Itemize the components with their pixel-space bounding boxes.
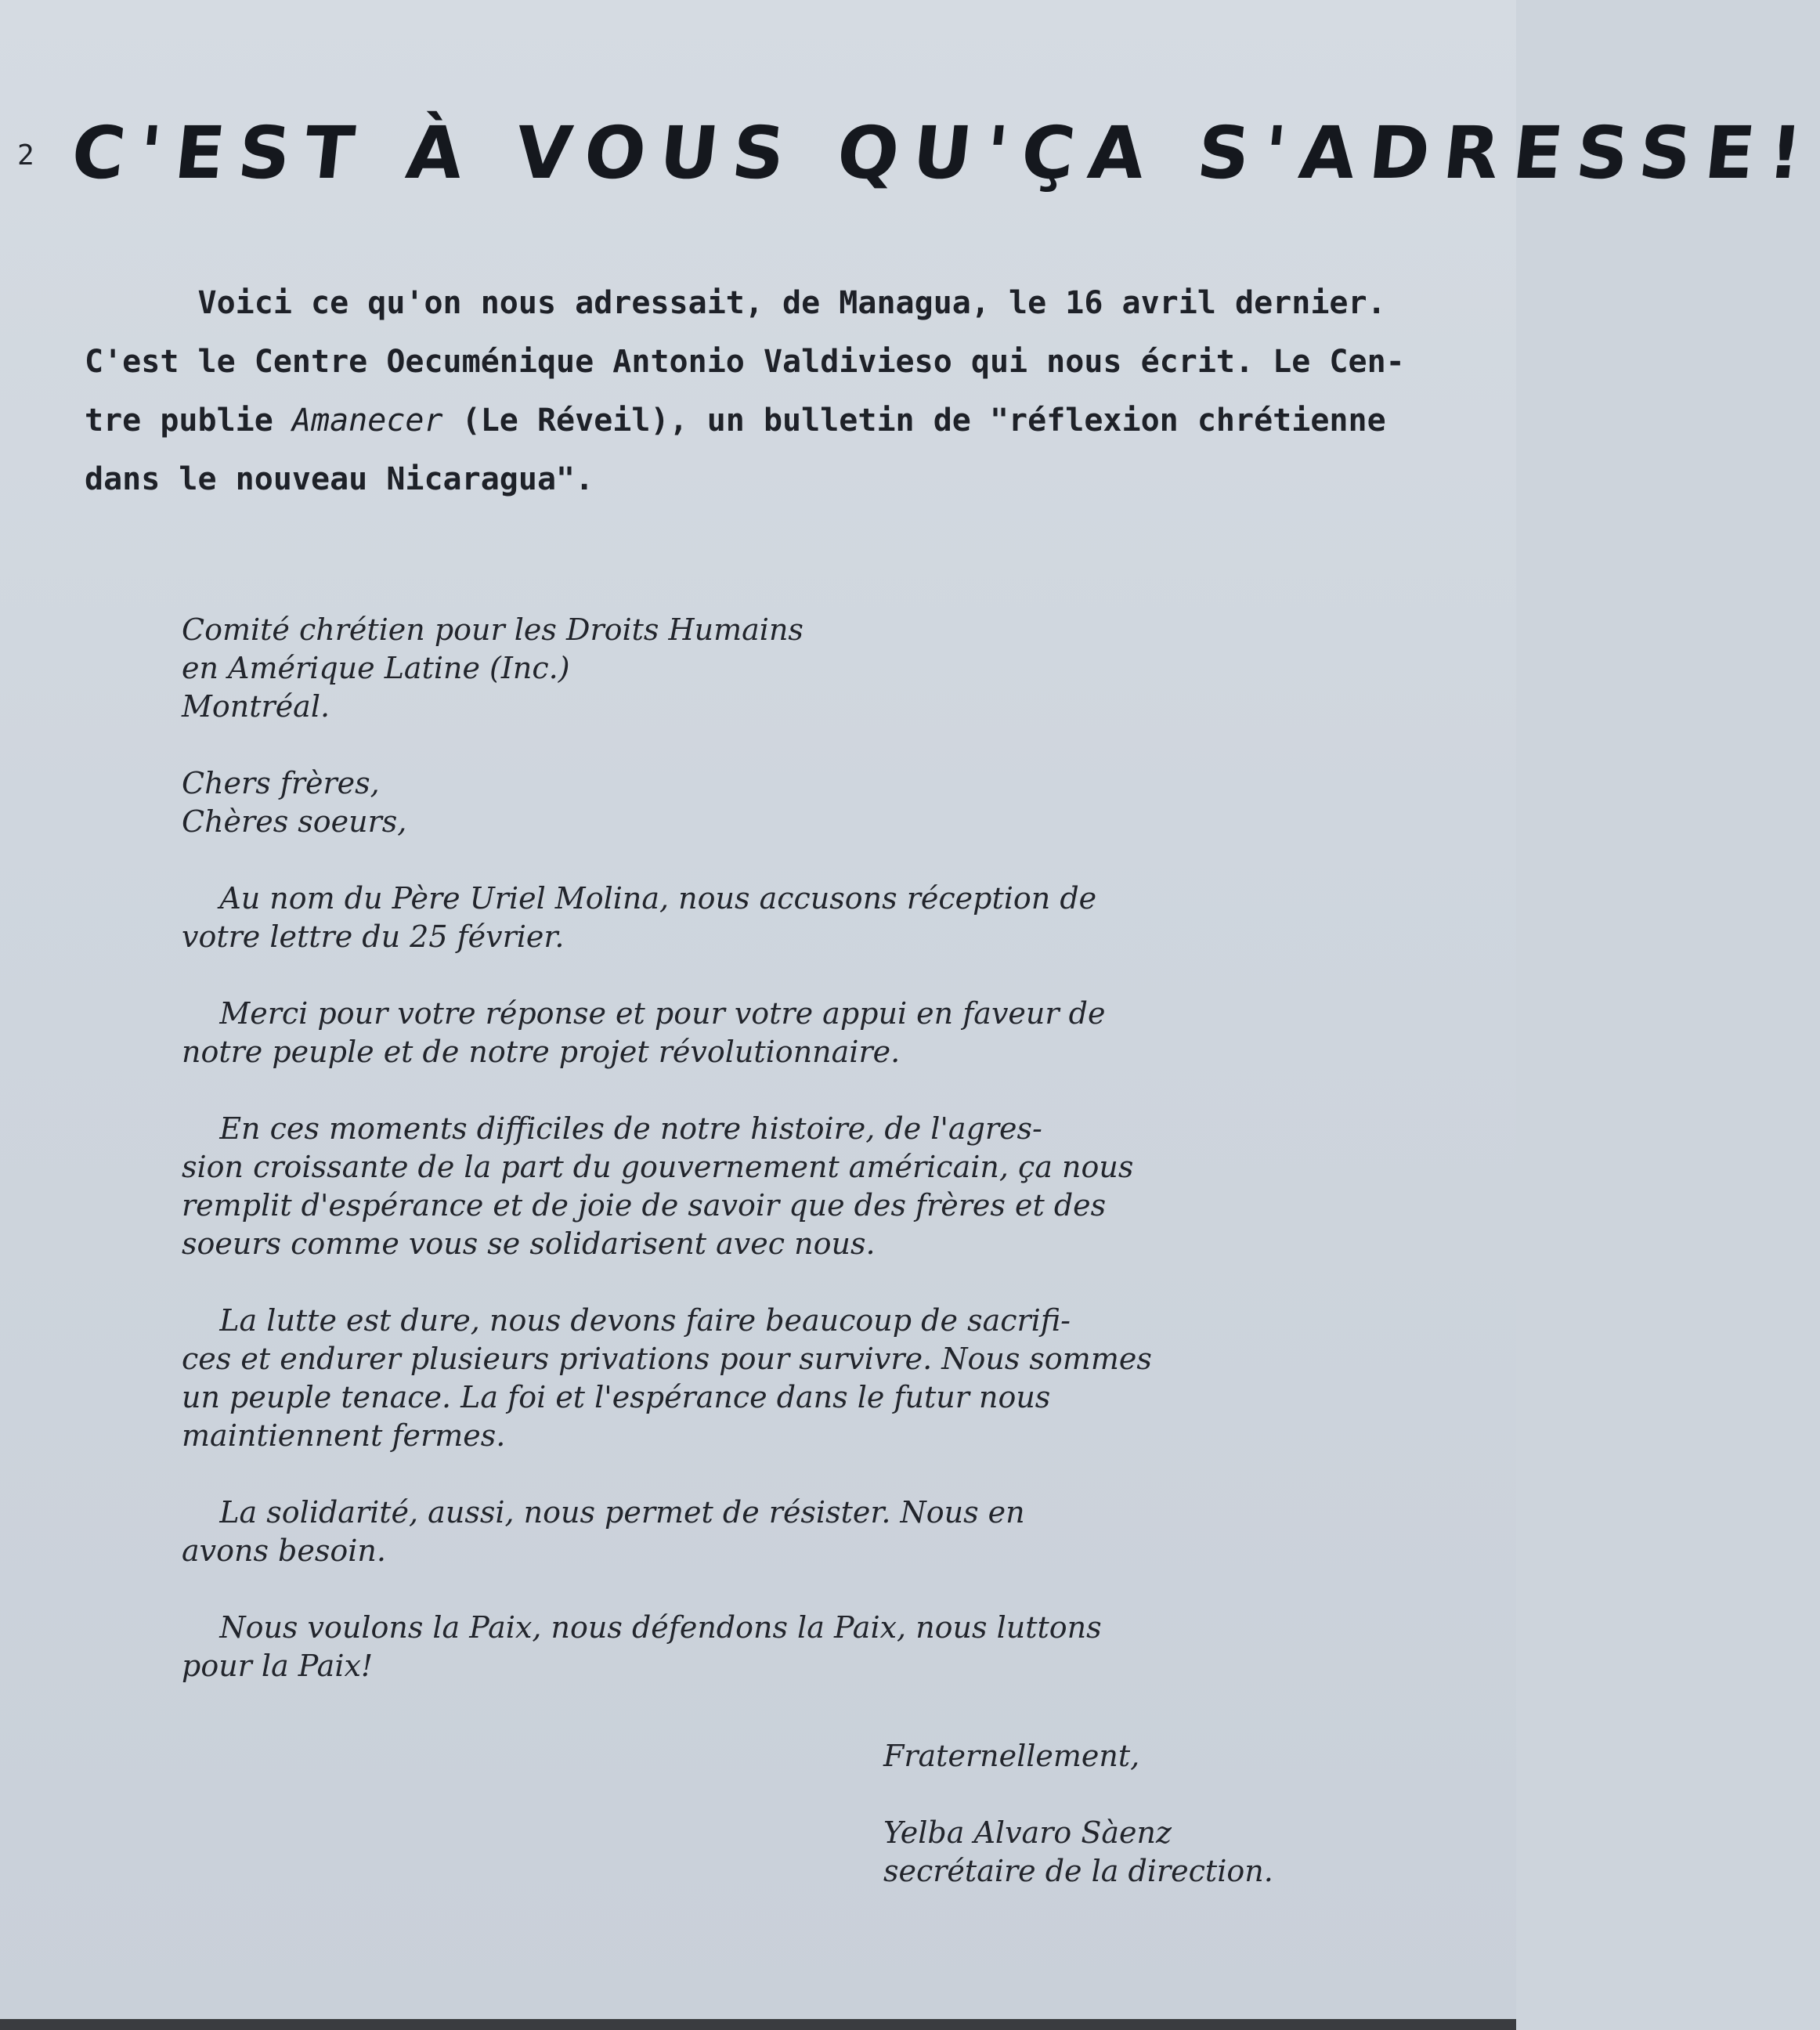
letter-paragraph (182, 1110, 1427, 1263)
intro-text: (Le Réveil), un bulletin de "réflexion chrétienne (442, 403, 1386, 439)
paragraph-line: La lutte est dure, nous devons faire beaucoup de sacrifi- (182, 1303, 1071, 1338)
address-line: en Amérique Latine (Inc.) (182, 651, 570, 685)
intro-line (85, 392, 1471, 450)
letter-paragraph (182, 880, 1427, 956)
letter-paragraph (182, 1494, 1427, 1570)
paragraph-line: avons besoin. (182, 1533, 386, 1568)
paragraph-line: Au nom du Père Uriel Molina, nous accusons réception de (182, 881, 1097, 916)
paragraph-line: notre peuple et de notre projet révolutionnaire. (182, 1035, 901, 1069)
paragraph-line: Merci pour votre réponse et pour votre appui en faveur de (182, 996, 1106, 1031)
paragraph-line: ces et endurer plusieurs privations pour survivre. Nous sommes (182, 1342, 1152, 1376)
paragraph-line: remplit d'espérance et de joie de savoir que des frères et des (182, 1188, 1107, 1223)
signature-title: secrétaire de la direction. (883, 1854, 1273, 1888)
letter-paragraph (182, 1302, 1427, 1455)
table-edge (0, 2019, 1516, 2030)
greeting-line: Chers frères, (182, 766, 380, 800)
recipient-address (182, 611, 1427, 726)
page-number: 2 (17, 139, 34, 172)
paragraph-line: votre lettre du 25 février. (182, 919, 565, 954)
intro-paragraph (85, 274, 1471, 509)
letter-body (182, 611, 1427, 1685)
paragraph-line: pour la Paix! (182, 1649, 374, 1683)
address-line: Comité chrétien pour les Droits Humains (182, 612, 803, 647)
intro-text: tre publie (85, 403, 292, 439)
intro-line: dans le nouveau Nicaragua". (85, 461, 594, 497)
intro-line: Voici ce qu'on nous adressait, de Managua, le 16 avril dernier. (85, 285, 1386, 321)
greeting-line: Chères soeurs, (182, 804, 407, 839)
paragraph-line: un peuple tenace. La foi et l'espérance dans le futur nous (182, 1380, 1051, 1414)
letter-paragraph (182, 995, 1427, 1071)
closing: Fraternellement, (883, 1739, 1140, 1773)
publication-title: Amanecer (291, 403, 443, 439)
signature-name: Yelba Alvaro Sàenz (883, 1815, 1172, 1850)
paragraph-line: La solidarité, aussi, nous permet de résister. Nous en (182, 1495, 1025, 1530)
paragraph-line: En ces moments difficiles de notre histoire, de l'agres- (182, 1111, 1042, 1146)
paragraph-line: soeurs comme vous se solidarisent avec nous. (182, 1226, 876, 1261)
intro-line: C'est le Centre Oecuménique Antonio Valdivieso qui nous écrit. Le Cen- (85, 344, 1405, 380)
letter-paragraph (182, 1609, 1427, 1685)
handwritten-headline: C'EST À VOUS QU'ÇA S'ADRESSE! (67, 111, 1820, 195)
paragraph-line: sion croissante de la part du gouvernement américain, ça nous (182, 1150, 1134, 1184)
address-line: Montréal. (182, 689, 330, 724)
greeting (182, 764, 1427, 841)
paragraph-line: Nous voulons la Paix, nous défendons la Paix, nous luttons (182, 1610, 1102, 1645)
paragraph-line: maintiennent fermes. (182, 1418, 506, 1453)
